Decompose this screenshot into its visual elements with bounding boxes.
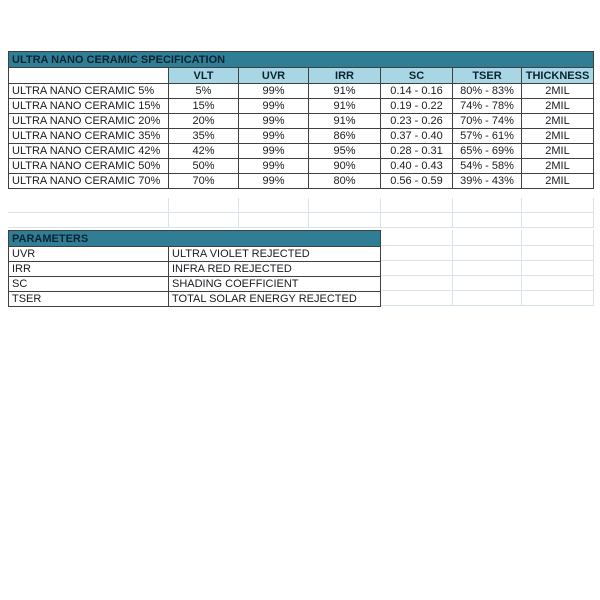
param-abbr: SC <box>9 277 169 292</box>
table-row <box>9 144 594 159</box>
cell-sc: 0.19 - 0.22 <box>381 99 453 114</box>
param-description: INFRA RED REJECTED <box>169 262 381 277</box>
cell-tser: 80% - 83% <box>453 84 522 99</box>
cell-irr: 86% <box>309 129 381 144</box>
table-row <box>9 277 381 292</box>
empty-grid-row <box>8 198 593 213</box>
spec-table-title: ULTRA NANO CERAMIC SPECIFICATION <box>9 52 594 68</box>
row-label: ULTRA NANO CERAMIC 50% <box>9 159 169 174</box>
cell-sc: 0.56 - 0.59 <box>381 174 453 189</box>
param-abbr: IRR <box>9 262 169 277</box>
empty-grid-row <box>380 230 593 246</box>
cell-tser: 65% - 69% <box>453 144 522 159</box>
cell-vlt: 50% <box>169 159 239 174</box>
cell-thickness: 2MIL <box>522 174 594 189</box>
cell-vlt: 5% <box>169 84 239 99</box>
cell-tser: 39% - 43% <box>453 174 522 189</box>
parameters-table-title: PARAMETERS <box>9 231 381 247</box>
spec-title-row <box>9 52 594 68</box>
table-row <box>9 262 381 277</box>
cell-uvr: 99% <box>239 144 309 159</box>
parameters-title-row <box>9 231 381 247</box>
cell-irr: 91% <box>309 99 381 114</box>
empty-grid-row <box>380 261 593 276</box>
row-label: ULTRA NANO CERAMIC 5% <box>9 84 169 99</box>
cell-thickness: 2MIL <box>522 99 594 114</box>
cell-sc: 0.14 - 0.16 <box>381 84 453 99</box>
cell-thickness: 2MIL <box>522 129 594 144</box>
cell-uvr: 99% <box>239 174 309 189</box>
param-description: TOTAL SOLAR ENERGY REJECTED <box>169 292 381 307</box>
cell-tser: 70% - 74% <box>453 114 522 129</box>
table-row <box>9 84 594 99</box>
spec-table <box>8 51 594 189</box>
column-header-thickness: THICKNESS <box>522 68 594 84</box>
cell-tser: 74% - 78% <box>453 99 522 114</box>
cell-sc: 0.40 - 0.43 <box>381 159 453 174</box>
table-row <box>9 159 594 174</box>
cell-sc: 0.23 - 0.26 <box>381 114 453 129</box>
parameters-table <box>8 230 381 307</box>
cell-thickness: 2MIL <box>522 114 594 129</box>
row-label: ULTRA NANO CERAMIC 15% <box>9 99 169 114</box>
cell-irr: 80% <box>309 174 381 189</box>
empty-grid-row <box>380 291 593 306</box>
table-row <box>9 292 381 307</box>
cell-tser: 57% - 61% <box>453 129 522 144</box>
param-abbr: UVR <box>9 247 169 262</box>
table-row <box>9 247 381 262</box>
column-header-tser: TSER <box>453 68 522 84</box>
cell-vlt: 42% <box>169 144 239 159</box>
empty-grid-row <box>8 213 593 228</box>
cell-vlt: 70% <box>169 174 239 189</box>
cell-uvr: 99% <box>239 114 309 129</box>
cell-uvr: 99% <box>239 99 309 114</box>
column-header-irr: IRR <box>309 68 381 84</box>
param-abbr: TSER <box>9 292 169 307</box>
cell-sc: 0.28 - 0.31 <box>381 144 453 159</box>
cell-irr: 91% <box>309 84 381 99</box>
empty-grid-row <box>380 276 593 291</box>
gridline-area-below-spec <box>8 198 594 228</box>
corner-cell <box>9 68 169 84</box>
cell-uvr: 99% <box>239 129 309 144</box>
cell-thickness: 2MIL <box>522 144 594 159</box>
gridline-area-right-of-params <box>380 230 594 306</box>
cell-uvr: 99% <box>239 84 309 99</box>
column-header-uvr: UVR <box>239 68 309 84</box>
cell-irr: 91% <box>309 114 381 129</box>
cell-uvr: 99% <box>239 159 309 174</box>
column-header-sc: SC <box>381 68 453 84</box>
table-row <box>9 114 594 129</box>
row-label: ULTRA NANO CERAMIC 42% <box>9 144 169 159</box>
cell-vlt: 15% <box>169 99 239 114</box>
cell-irr: 90% <box>309 159 381 174</box>
spec-header-row <box>9 68 594 84</box>
cell-sc: 0.37 - 0.40 <box>381 129 453 144</box>
row-label: ULTRA NANO CERAMIC 70% <box>9 174 169 189</box>
row-label: ULTRA NANO CERAMIC 20% <box>9 114 169 129</box>
table-row <box>9 129 594 144</box>
cell-thickness: 2MIL <box>522 159 594 174</box>
column-header-vlt: VLT <box>169 68 239 84</box>
table-row <box>9 174 594 189</box>
param-description: ULTRA VIOLET REJECTED <box>169 247 381 262</box>
cell-vlt: 35% <box>169 129 239 144</box>
param-description: SHADING COEFFICIENT <box>169 277 381 292</box>
empty-grid-row <box>380 246 593 261</box>
table-row <box>9 99 594 114</box>
cell-thickness: 2MIL <box>522 84 594 99</box>
cell-vlt: 20% <box>169 114 239 129</box>
cell-irr: 95% <box>309 144 381 159</box>
row-label: ULTRA NANO CERAMIC 35% <box>9 129 169 144</box>
cell-tser: 54% - 58% <box>453 159 522 174</box>
